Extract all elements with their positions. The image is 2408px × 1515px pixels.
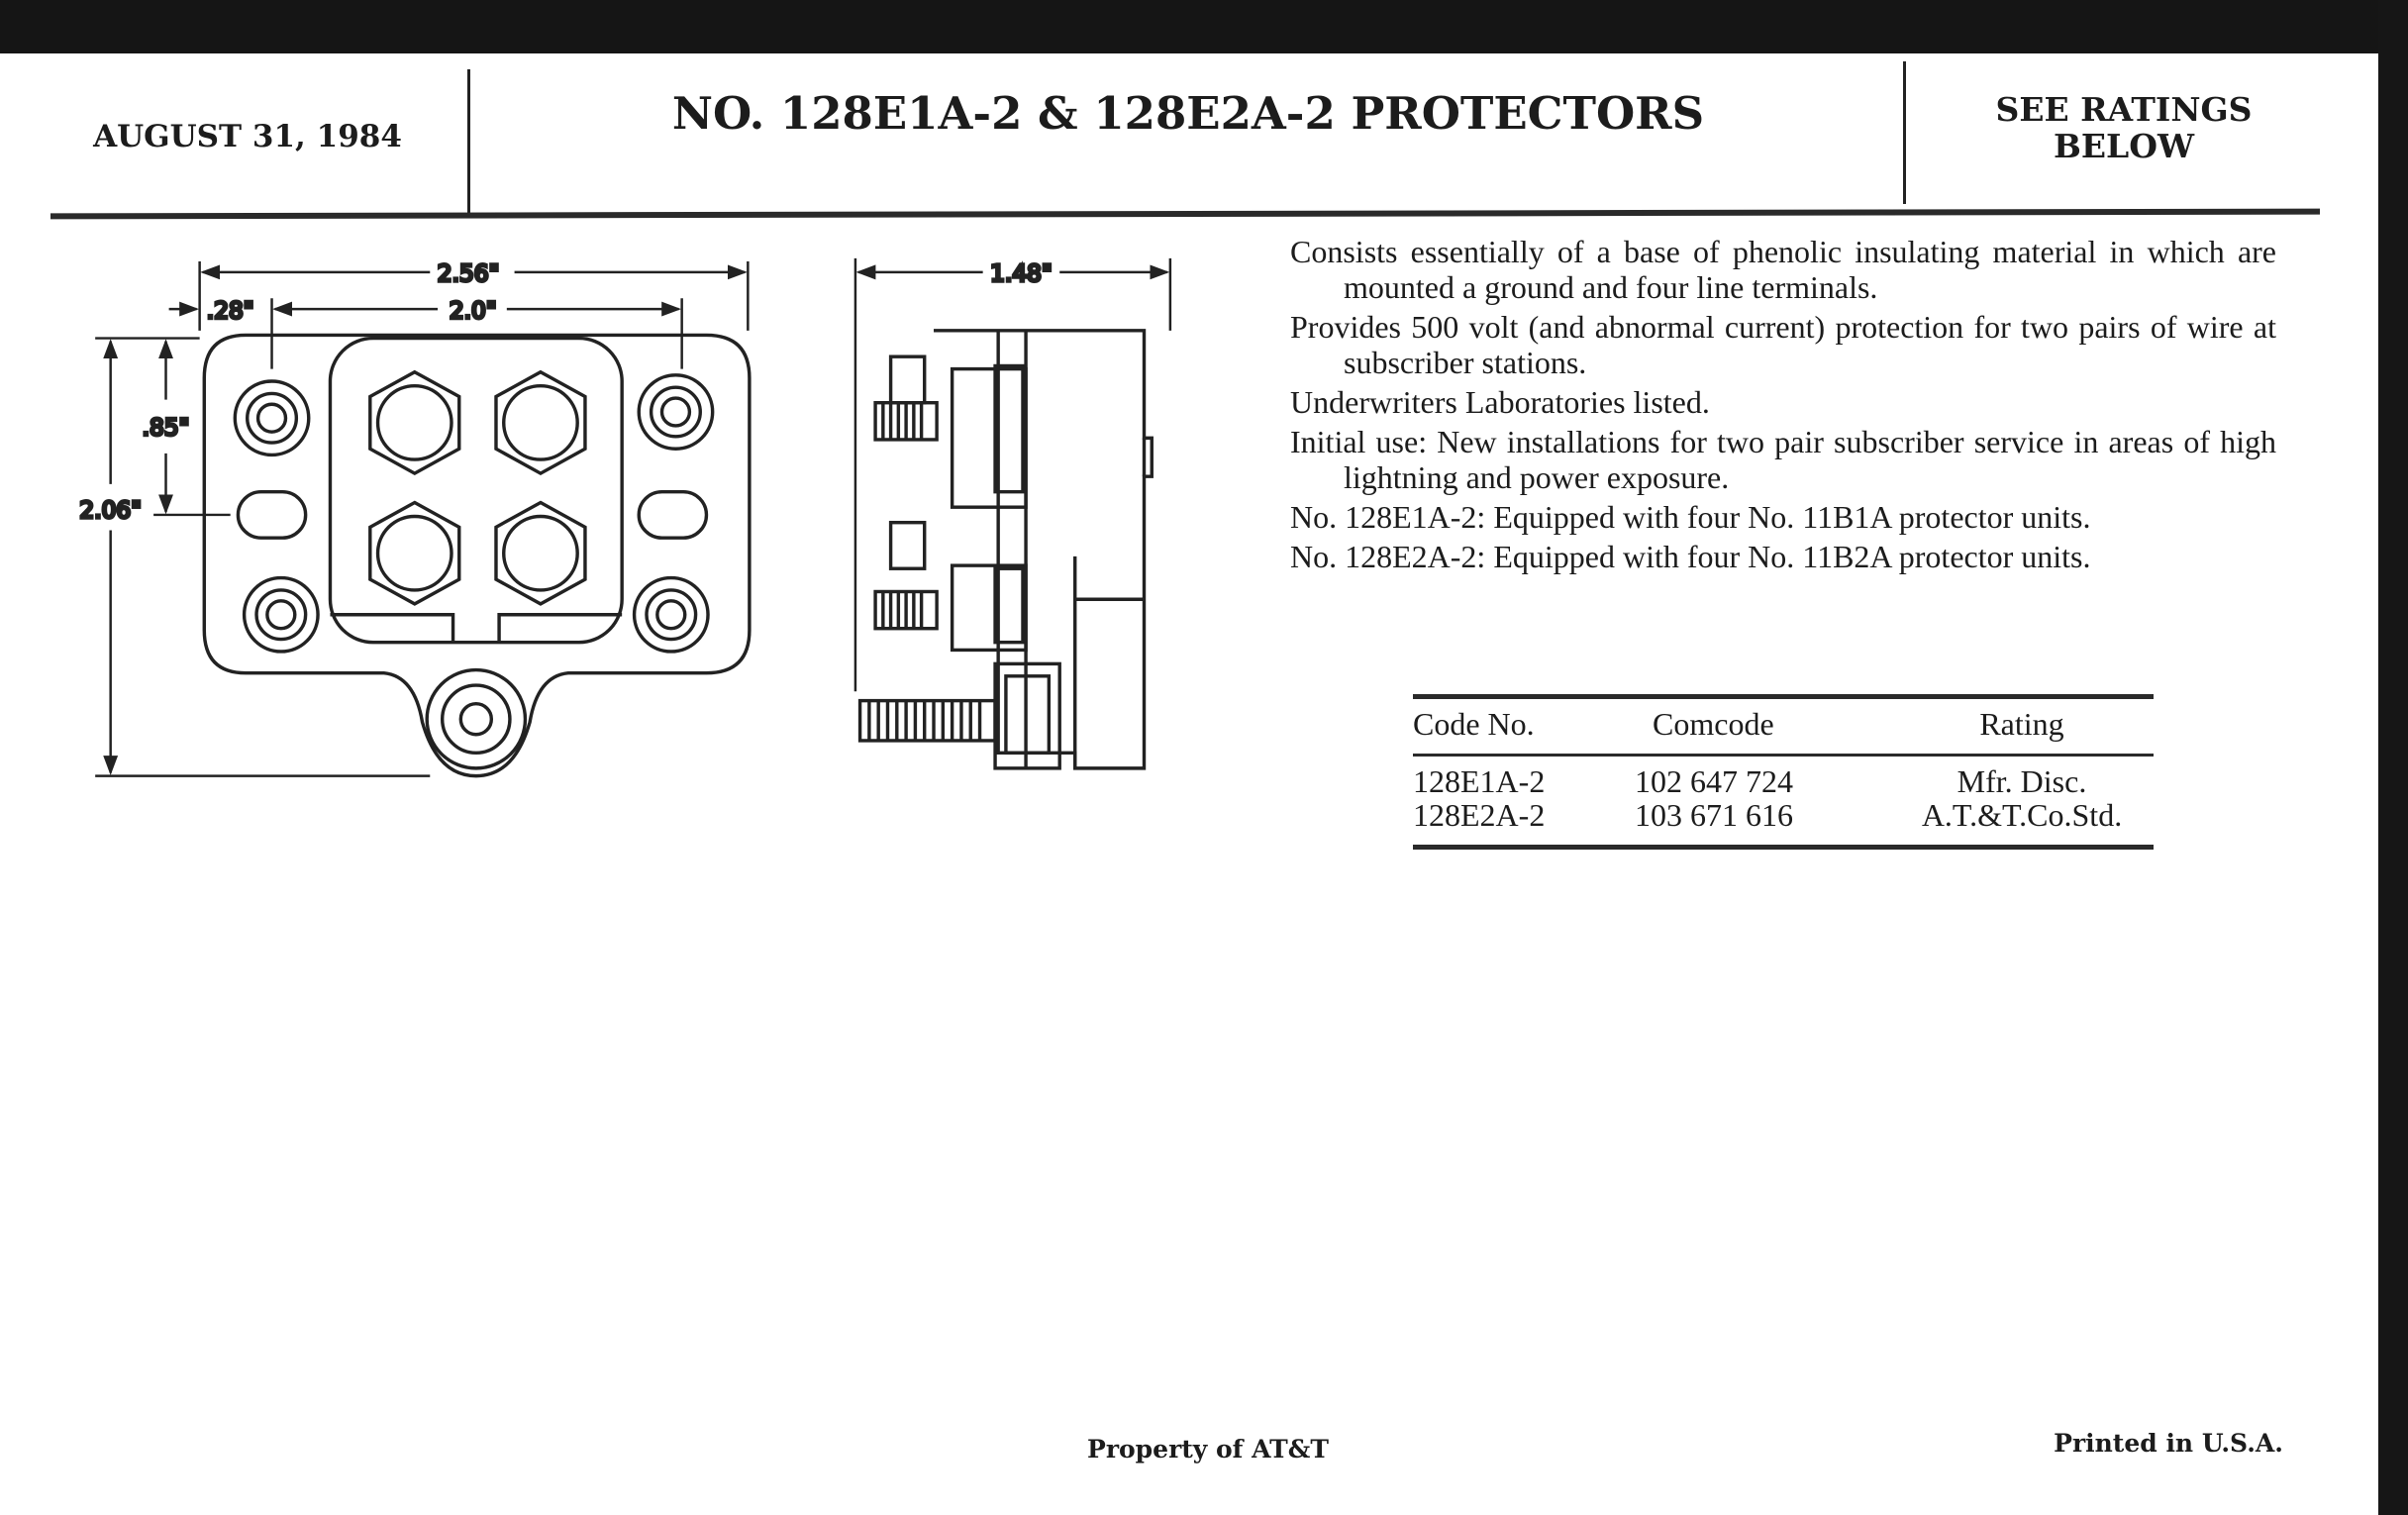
issue-date: AUGUST 31, 1984 [93,119,402,154]
dim-width: 2.56" [437,260,500,288]
table-rule [1413,754,2154,757]
line-terminal-nuts [370,372,585,604]
ground-terminal [427,670,525,768]
dim-upper-offset: .85" [142,414,190,442]
dim-hole-spacing: 2.0" [449,297,497,325]
rating: A.T.&T.Co.Std. [1921,797,2123,833]
code-no: 128E1A-2 [1413,763,1546,799]
description-paragraph: Provides 500 volt (and abnormal current) protection for two pairs of wire at subscriber stations. [1290,309,2276,380]
header-rating: Rating [1979,706,2064,742]
dim-height: 2.06" [79,497,142,525]
ratings-note-line: BELOW [2053,127,2195,165]
page-title: NO. 128E1A-2 & 128E2A-2 PROTECTORS [671,87,1705,140]
terminal-studs [860,403,1060,768]
description-paragraph: Initial use: New installations for two pair subscriber service in areas of high lightning and power exposure. [1290,424,2276,495]
printed-notice: Printed in U.S.A. [2054,1429,2283,1458]
description-paragraph: Underwriters Laboratories listed. [1290,384,1710,420]
header-code-no: Code No. [1413,706,1535,742]
description-paragraph: No. 128E1A-2: Equipped with four No. 11B1A protector units. [1290,499,2091,535]
header-comcode: Comcode [1653,706,1774,742]
dim-offset: .28" [206,297,254,325]
dim-depth: 1.48" [990,260,1053,288]
side-view [855,258,1170,768]
comcode: 103 671 616 [1635,797,1793,833]
table-rule [1413,845,2154,850]
ratings-note-line: SEE RATINGS [1995,90,2253,129]
table-rule [1413,694,2154,699]
mounting-nuts [235,375,712,652]
description-paragraph: Consists essentially of a base of phenolic insulating material in which are mounted a ground and four line terminals. [1290,234,2276,305]
front-view [79,260,749,775]
description [1290,234,2276,578]
code-no: 128E2A-2 [1413,797,1546,833]
description-paragraph: No. 128E2A-2: Equipped with four No. 11B2A protector units. [1290,539,2091,574]
comcode: 102 647 724 [1635,763,1793,799]
rating: Mfr. Disc. [1956,763,2087,799]
property-notice: Property of AT&T [1087,1435,1329,1464]
